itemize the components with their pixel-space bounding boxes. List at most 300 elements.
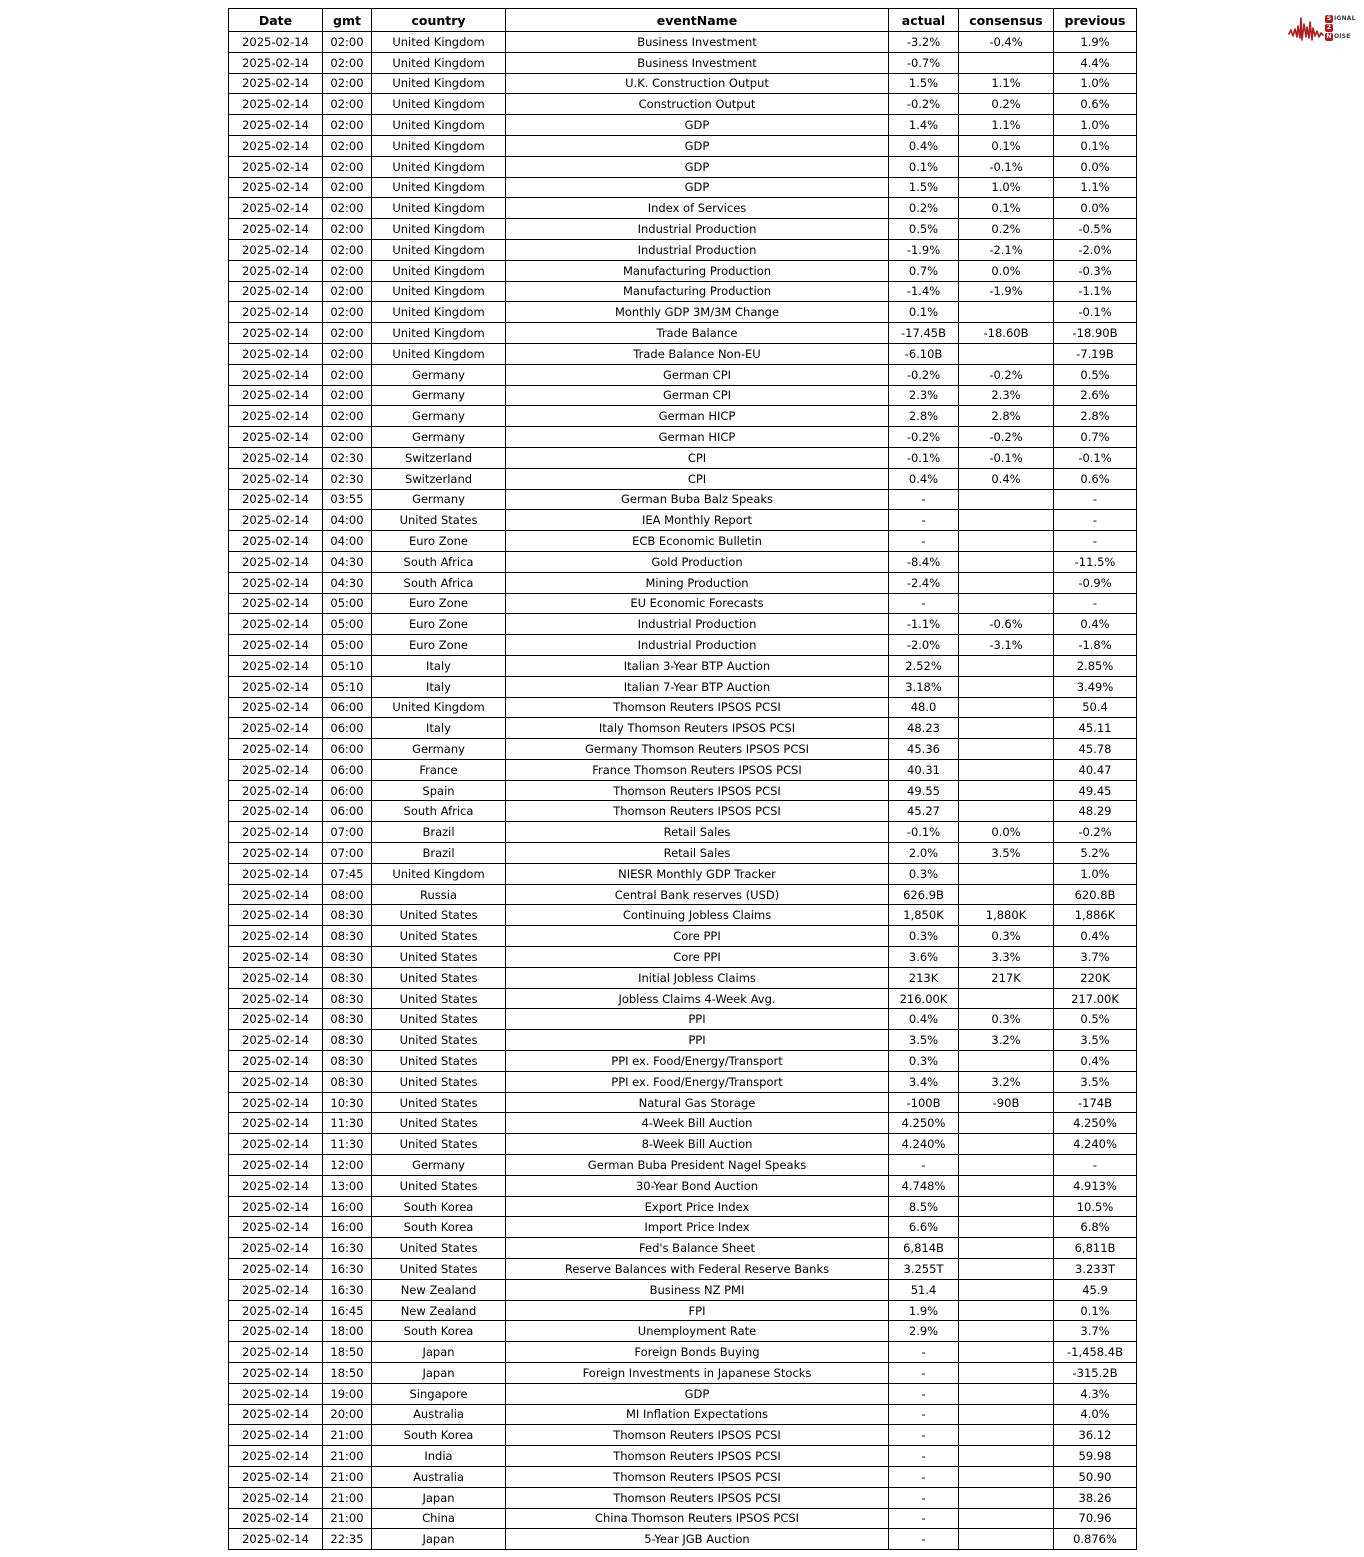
cell-country: Germany bbox=[372, 489, 506, 510]
cell-actual: -2.4% bbox=[889, 572, 959, 593]
cell-country: United Kingdom bbox=[372, 94, 506, 115]
table-row bbox=[229, 988, 1137, 1009]
cell-country: South Korea bbox=[372, 1321, 506, 1342]
cell-event-name: Foreign Bonds Buying bbox=[506, 1342, 889, 1363]
cell-previous: 0.6% bbox=[1054, 94, 1137, 115]
cell-country: Euro Zone bbox=[372, 531, 506, 552]
cell-country: South Africa bbox=[372, 801, 506, 822]
cell-date: 2025-02-14 bbox=[229, 219, 323, 240]
cell-consensus bbox=[959, 676, 1054, 697]
cell-gmt: 08:30 bbox=[323, 1071, 372, 1092]
table-row bbox=[229, 926, 1137, 947]
cell-event-name: Thomson Reuters IPSOS PCSI bbox=[506, 1446, 889, 1467]
table-row bbox=[229, 1196, 1137, 1217]
cell-gmt: 02:00 bbox=[323, 115, 372, 136]
cell-event-name: Industrial Production bbox=[506, 614, 889, 635]
cell-country: United States bbox=[372, 1092, 506, 1113]
cell-gmt: 16:45 bbox=[323, 1300, 372, 1321]
cell-gmt: 02:00 bbox=[323, 156, 372, 177]
table-row bbox=[229, 1508, 1137, 1529]
cell-country: New Zealand bbox=[372, 1279, 506, 1300]
cell-event-name: Trade Balance bbox=[506, 323, 889, 344]
cell-country: Italy bbox=[372, 718, 506, 739]
cell-date: 2025-02-14 bbox=[229, 1487, 323, 1508]
cell-date: 2025-02-14 bbox=[229, 947, 323, 968]
cell-gmt: 08:30 bbox=[323, 988, 372, 1009]
cell-event-name: German HICP bbox=[506, 406, 889, 427]
cell-event-name: Italian 7-Year BTP Auction bbox=[506, 676, 889, 697]
table-row bbox=[229, 967, 1137, 988]
cell-consensus: 0.3% bbox=[959, 1009, 1054, 1030]
table-row bbox=[229, 655, 1137, 676]
cell-event-name: Business NZ PMI bbox=[506, 1279, 889, 1300]
cell-previous: - bbox=[1054, 1155, 1137, 1176]
cell-date: 2025-02-14 bbox=[229, 364, 323, 385]
cell-gmt: 12:00 bbox=[323, 1155, 372, 1176]
cell-gmt: 02:00 bbox=[323, 302, 372, 323]
cell-actual: 1.4% bbox=[889, 115, 959, 136]
cell-country: United States bbox=[372, 905, 506, 926]
cell-consensus bbox=[959, 697, 1054, 718]
cell-country: Euro Zone bbox=[372, 593, 506, 614]
cell-event-name: Industrial Production bbox=[506, 635, 889, 656]
cell-previous: 1.0% bbox=[1054, 73, 1137, 94]
cell-country: United Kingdom bbox=[372, 115, 506, 136]
cell-country: Germany bbox=[372, 427, 506, 448]
table-row bbox=[229, 593, 1137, 614]
cell-actual: 0.2% bbox=[889, 198, 959, 219]
table-row bbox=[229, 52, 1137, 73]
cell-previous: -0.1% bbox=[1054, 447, 1137, 468]
cell-consensus: 2.8% bbox=[959, 406, 1054, 427]
cell-date: 2025-02-14 bbox=[229, 115, 323, 136]
cell-consensus: -0.2% bbox=[959, 427, 1054, 448]
table-row bbox=[229, 115, 1137, 136]
cell-gmt: 08:30 bbox=[323, 926, 372, 947]
cell-previous: -174B bbox=[1054, 1092, 1137, 1113]
cell-gmt: 16:30 bbox=[323, 1279, 372, 1300]
cell-gmt: 02:00 bbox=[323, 406, 372, 427]
cell-country: Australia bbox=[372, 1466, 506, 1487]
cell-actual: 626.9B bbox=[889, 884, 959, 905]
cell-actual: - bbox=[889, 1466, 959, 1487]
cell-country: United States bbox=[372, 1009, 506, 1030]
cell-date: 2025-02-14 bbox=[229, 260, 323, 281]
cell-consensus bbox=[959, 1217, 1054, 1238]
cell-country: South Africa bbox=[372, 572, 506, 593]
cell-consensus bbox=[959, 655, 1054, 676]
cell-country: Germany bbox=[372, 1155, 506, 1176]
cell-actual: - bbox=[889, 1508, 959, 1529]
table-row bbox=[229, 406, 1137, 427]
cell-actual: - bbox=[889, 1446, 959, 1467]
cell-date: 2025-02-14 bbox=[229, 32, 323, 53]
cell-actual: 0.5% bbox=[889, 219, 959, 240]
cell-country: South Korea bbox=[372, 1425, 506, 1446]
cell-event-name: German HICP bbox=[506, 427, 889, 448]
cell-date: 2025-02-14 bbox=[229, 510, 323, 531]
cell-previous: -315.2B bbox=[1054, 1363, 1137, 1384]
logo-letter-n: N bbox=[1326, 33, 1332, 40]
cell-event-name: Continuing Jobless Claims bbox=[506, 905, 889, 926]
table-row bbox=[229, 260, 1137, 281]
cell-date: 2025-02-14 bbox=[229, 1113, 323, 1134]
cell-event-name: Retail Sales bbox=[506, 822, 889, 843]
cell-actual: - bbox=[889, 1342, 959, 1363]
cell-country: Japan bbox=[372, 1487, 506, 1508]
cell-date: 2025-02-14 bbox=[229, 655, 323, 676]
cell-date: 2025-02-14 bbox=[229, 1279, 323, 1300]
cell-gmt: 02:00 bbox=[323, 239, 372, 260]
cell-event-name: GDP bbox=[506, 177, 889, 198]
cell-country: Switzerland bbox=[372, 468, 506, 489]
cell-event-name: Core PPI bbox=[506, 926, 889, 947]
cell-country: South Africa bbox=[372, 551, 506, 572]
cell-consensus: 0.1% bbox=[959, 198, 1054, 219]
cell-actual: -1.1% bbox=[889, 614, 959, 635]
cell-consensus: -1.9% bbox=[959, 281, 1054, 302]
cell-date: 2025-02-14 bbox=[229, 863, 323, 884]
cell-date: 2025-02-14 bbox=[229, 1363, 323, 1384]
table-row bbox=[229, 468, 1137, 489]
cell-event-name: ECB Economic Bulletin bbox=[506, 531, 889, 552]
cell-event-name: 8-Week Bill Auction bbox=[506, 1134, 889, 1155]
cell-gmt: 04:00 bbox=[323, 510, 372, 531]
cell-event-name: Central Bank reserves (USD) bbox=[506, 884, 889, 905]
cell-actual: 6.6% bbox=[889, 1217, 959, 1238]
cell-gmt: 02:00 bbox=[323, 94, 372, 115]
cell-country: United Kingdom bbox=[372, 863, 506, 884]
cell-date: 2025-02-14 bbox=[229, 239, 323, 260]
cell-previous: -18.90B bbox=[1054, 323, 1137, 344]
cell-date: 2025-02-14 bbox=[229, 1446, 323, 1467]
cell-consensus bbox=[959, 1404, 1054, 1425]
cell-event-name: NIESR Monthly GDP Tracker bbox=[506, 863, 889, 884]
cell-previous: 2.8% bbox=[1054, 406, 1137, 427]
table-row bbox=[229, 1155, 1137, 1176]
cell-actual: 45.27 bbox=[889, 801, 959, 822]
table-row bbox=[229, 1051, 1137, 1072]
cell-date: 2025-02-14 bbox=[229, 801, 323, 822]
cell-previous: 4.250% bbox=[1054, 1113, 1137, 1134]
cell-consensus: 2.3% bbox=[959, 385, 1054, 406]
logo-letter-2: 2 bbox=[1326, 24, 1332, 31]
cell-actual: 3.18% bbox=[889, 676, 959, 697]
cell-country: United Kingdom bbox=[372, 281, 506, 302]
cell-date: 2025-02-14 bbox=[229, 822, 323, 843]
cell-previous: 45.11 bbox=[1054, 718, 1137, 739]
cell-actual: - bbox=[889, 1425, 959, 1446]
cell-previous: 1.9% bbox=[1054, 32, 1137, 53]
cell-gmt: 16:30 bbox=[323, 1238, 372, 1259]
cell-country: United States bbox=[372, 1175, 506, 1196]
cell-actual: -0.7% bbox=[889, 52, 959, 73]
cell-event-name: German CPI bbox=[506, 385, 889, 406]
cell-date: 2025-02-14 bbox=[229, 1155, 323, 1176]
cell-gmt: 02:00 bbox=[323, 323, 372, 344]
table-row bbox=[229, 1404, 1137, 1425]
table-row bbox=[229, 343, 1137, 364]
cell-gmt: 21:00 bbox=[323, 1425, 372, 1446]
cell-actual: 4.240% bbox=[889, 1134, 959, 1155]
cell-event-name: Italy Thomson Reuters IPSOS PCSI bbox=[506, 718, 889, 739]
cell-gmt: 08:30 bbox=[323, 905, 372, 926]
table-row bbox=[229, 822, 1137, 843]
cell-country: New Zealand bbox=[372, 1300, 506, 1321]
cell-consensus bbox=[959, 489, 1054, 510]
cell-date: 2025-02-14 bbox=[229, 1404, 323, 1425]
cell-consensus bbox=[959, 510, 1054, 531]
cell-consensus: -0.6% bbox=[959, 614, 1054, 635]
cell-event-name: Trade Balance Non-EU bbox=[506, 343, 889, 364]
cell-actual: 1,850K bbox=[889, 905, 959, 926]
cell-consensus: -0.1% bbox=[959, 156, 1054, 177]
cell-gmt: 02:00 bbox=[323, 177, 372, 198]
cell-date: 2025-02-14 bbox=[229, 1529, 323, 1550]
table-row bbox=[229, 32, 1137, 53]
cell-event-name: Import Price Index bbox=[506, 1217, 889, 1238]
signal2noise-logo bbox=[1288, 8, 1360, 48]
cell-previous: 50.90 bbox=[1054, 1466, 1137, 1487]
cell-gmt: 05:10 bbox=[323, 676, 372, 697]
cell-consensus bbox=[959, 1175, 1054, 1196]
column-header-consensus: consensus bbox=[959, 9, 1054, 32]
cell-country: South Korea bbox=[372, 1196, 506, 1217]
cell-gmt: 02:00 bbox=[323, 73, 372, 94]
table-row bbox=[229, 1363, 1137, 1384]
cell-consensus: 1.1% bbox=[959, 73, 1054, 94]
cell-previous: 3.5% bbox=[1054, 1071, 1137, 1092]
cell-previous: 0.5% bbox=[1054, 1009, 1137, 1030]
cell-consensus: 3.2% bbox=[959, 1071, 1054, 1092]
cell-consensus bbox=[959, 302, 1054, 323]
cell-event-name: Index of Services bbox=[506, 198, 889, 219]
cell-previous: 4.0% bbox=[1054, 1404, 1137, 1425]
cell-date: 2025-02-14 bbox=[229, 635, 323, 656]
cell-consensus bbox=[959, 1196, 1054, 1217]
table-row bbox=[229, 1321, 1137, 1342]
cell-event-name: GDP bbox=[506, 135, 889, 156]
table-row bbox=[229, 843, 1137, 864]
cell-gmt: 02:00 bbox=[323, 52, 372, 73]
cell-previous: 38.26 bbox=[1054, 1487, 1137, 1508]
cell-previous: 2.85% bbox=[1054, 655, 1137, 676]
cell-date: 2025-02-14 bbox=[229, 1196, 323, 1217]
cell-actual: 213K bbox=[889, 967, 959, 988]
table-row bbox=[229, 94, 1137, 115]
table-row bbox=[229, 239, 1137, 260]
table-row bbox=[229, 135, 1137, 156]
cell-consensus bbox=[959, 780, 1054, 801]
cell-actual: 216.00K bbox=[889, 988, 959, 1009]
cell-gmt: 16:30 bbox=[323, 1259, 372, 1280]
cell-consensus bbox=[959, 52, 1054, 73]
cell-previous: 0.1% bbox=[1054, 1300, 1137, 1321]
cell-consensus: 3.5% bbox=[959, 843, 1054, 864]
cell-date: 2025-02-14 bbox=[229, 905, 323, 926]
table-row bbox=[229, 219, 1137, 240]
cell-gmt: 02:00 bbox=[323, 219, 372, 240]
cell-actual: -6.10B bbox=[889, 343, 959, 364]
cell-event-name: Industrial Production bbox=[506, 239, 889, 260]
cell-gmt: 20:00 bbox=[323, 1404, 372, 1425]
cell-previous: -0.5% bbox=[1054, 219, 1137, 240]
cell-event-name: China Thomson Reuters IPSOS PCSI bbox=[506, 1508, 889, 1529]
cell-actual: -8.4% bbox=[889, 551, 959, 572]
cell-date: 2025-02-14 bbox=[229, 447, 323, 468]
table-row bbox=[229, 510, 1137, 531]
cell-country: Euro Zone bbox=[372, 635, 506, 656]
cell-previous: 4.913% bbox=[1054, 1175, 1137, 1196]
cell-gmt: 07:45 bbox=[323, 863, 372, 884]
cell-gmt: 07:00 bbox=[323, 822, 372, 843]
column-header-previous: previous bbox=[1054, 9, 1137, 32]
cell-country: United Kingdom bbox=[372, 219, 506, 240]
cell-previous: 10.5% bbox=[1054, 1196, 1137, 1217]
cell-country: Germany bbox=[372, 739, 506, 760]
table-row bbox=[229, 718, 1137, 739]
cell-consensus bbox=[959, 863, 1054, 884]
cell-country: United States bbox=[372, 926, 506, 947]
cell-consensus bbox=[959, 1300, 1054, 1321]
cell-previous: 217.00K bbox=[1054, 988, 1137, 1009]
cell-previous: - bbox=[1054, 489, 1137, 510]
cell-previous: 0.0% bbox=[1054, 156, 1137, 177]
cell-date: 2025-02-14 bbox=[229, 1342, 323, 1363]
cell-event-name: German CPI bbox=[506, 364, 889, 385]
cell-previous: 0.4% bbox=[1054, 1051, 1137, 1072]
column-header-gmt: gmt bbox=[323, 9, 372, 32]
cell-actual: 0.1% bbox=[889, 302, 959, 323]
cell-country: Japan bbox=[372, 1363, 506, 1384]
cell-country: United Kingdom bbox=[372, 198, 506, 219]
table-row bbox=[229, 364, 1137, 385]
cell-previous: 0.1% bbox=[1054, 135, 1137, 156]
table-row bbox=[229, 489, 1137, 510]
cell-gmt: 06:00 bbox=[323, 759, 372, 780]
cell-country: United Kingdom bbox=[372, 32, 506, 53]
cell-date: 2025-02-14 bbox=[229, 614, 323, 635]
cell-consensus bbox=[959, 1342, 1054, 1363]
cell-actual: 48.0 bbox=[889, 697, 959, 718]
cell-date: 2025-02-14 bbox=[229, 343, 323, 364]
cell-actual: - bbox=[889, 1487, 959, 1508]
cell-actual: -1.9% bbox=[889, 239, 959, 260]
economic-calendar-table bbox=[228, 8, 1137, 1550]
cell-country: Germany bbox=[372, 364, 506, 385]
table-row bbox=[229, 73, 1137, 94]
cell-actual: 2.3% bbox=[889, 385, 959, 406]
cell-event-name: Thomson Reuters IPSOS PCSI bbox=[506, 1466, 889, 1487]
cell-previous: 49.45 bbox=[1054, 780, 1137, 801]
cell-actual: -2.0% bbox=[889, 635, 959, 656]
cell-country: Australia bbox=[372, 1404, 506, 1425]
cell-event-name: Thomson Reuters IPSOS PCSI bbox=[506, 780, 889, 801]
logo-line-noise bbox=[1325, 33, 1356, 41]
table-row bbox=[229, 177, 1137, 198]
cell-actual: - bbox=[889, 1529, 959, 1550]
cell-previous: 50.4 bbox=[1054, 697, 1137, 718]
cell-date: 2025-02-14 bbox=[229, 1030, 323, 1051]
cell-gmt: 08:30 bbox=[323, 947, 372, 968]
cell-consensus bbox=[959, 1363, 1054, 1384]
cell-previous: 45.9 bbox=[1054, 1279, 1137, 1300]
table-row bbox=[229, 198, 1137, 219]
cell-date: 2025-02-14 bbox=[229, 52, 323, 73]
cell-previous: 1.0% bbox=[1054, 115, 1137, 136]
cell-consensus: 3.3% bbox=[959, 947, 1054, 968]
cell-event-name: CPI bbox=[506, 447, 889, 468]
cell-event-name: Thomson Reuters IPSOS PCSI bbox=[506, 1425, 889, 1446]
cell-event-name: Manufacturing Production bbox=[506, 260, 889, 281]
table-row bbox=[229, 780, 1137, 801]
cell-consensus bbox=[959, 551, 1054, 572]
cell-event-name: 5-Year JGB Auction bbox=[506, 1529, 889, 1550]
cell-consensus bbox=[959, 343, 1054, 364]
cell-event-name: Gold Production bbox=[506, 551, 889, 572]
cell-actual: 0.1% bbox=[889, 156, 959, 177]
cell-actual: -0.2% bbox=[889, 94, 959, 115]
cell-date: 2025-02-14 bbox=[229, 967, 323, 988]
cell-event-name: Retail Sales bbox=[506, 843, 889, 864]
cell-gmt: 02:00 bbox=[323, 198, 372, 219]
cell-event-name: Thomson Reuters IPSOS PCSI bbox=[506, 801, 889, 822]
cell-date: 2025-02-14 bbox=[229, 988, 323, 1009]
cell-previous: 0.5% bbox=[1054, 364, 1137, 385]
cell-gmt: 02:00 bbox=[323, 343, 372, 364]
cell-gmt: 05:00 bbox=[323, 614, 372, 635]
cell-actual: -17.45B bbox=[889, 323, 959, 344]
cell-consensus: -0.1% bbox=[959, 447, 1054, 468]
cell-event-name: Core PPI bbox=[506, 947, 889, 968]
cell-consensus: 0.2% bbox=[959, 219, 1054, 240]
cell-event-name: PPI ex. Food/Energy/Transport bbox=[506, 1071, 889, 1092]
cell-gmt: 11:30 bbox=[323, 1134, 372, 1155]
cell-actual: -0.2% bbox=[889, 364, 959, 385]
cell-gmt: 07:00 bbox=[323, 843, 372, 864]
cell-actual: 0.3% bbox=[889, 1051, 959, 1072]
cell-country: France bbox=[372, 759, 506, 780]
table-row bbox=[229, 1529, 1137, 1550]
table-row bbox=[229, 1425, 1137, 1446]
cell-event-name: EU Economic Forecasts bbox=[506, 593, 889, 614]
cell-event-name: U.K. Construction Output bbox=[506, 73, 889, 94]
cell-consensus bbox=[959, 1508, 1054, 1529]
cell-consensus: -0.2% bbox=[959, 364, 1054, 385]
cell-event-name: FPI bbox=[506, 1300, 889, 1321]
cell-gmt: 03:55 bbox=[323, 489, 372, 510]
cell-previous: -0.9% bbox=[1054, 572, 1137, 593]
cell-actual: - bbox=[889, 593, 959, 614]
cell-country: United Kingdom bbox=[372, 177, 506, 198]
cell-gmt: 08:30 bbox=[323, 967, 372, 988]
cell-event-name: GDP bbox=[506, 156, 889, 177]
table-row bbox=[229, 1342, 1137, 1363]
cell-date: 2025-02-14 bbox=[229, 323, 323, 344]
cell-date: 2025-02-14 bbox=[229, 427, 323, 448]
cell-country: United Kingdom bbox=[372, 52, 506, 73]
logo-line-2 bbox=[1325, 24, 1356, 32]
cell-consensus bbox=[959, 1487, 1054, 1508]
cell-gmt: 06:00 bbox=[323, 780, 372, 801]
cell-gmt: 02:00 bbox=[323, 135, 372, 156]
cell-consensus bbox=[959, 801, 1054, 822]
cell-event-name: GDP bbox=[506, 115, 889, 136]
table-row bbox=[229, 1446, 1137, 1467]
logo-rest-oise: OISE bbox=[1334, 33, 1351, 40]
table-row bbox=[229, 697, 1137, 718]
cell-event-name: IEA Monthly Report bbox=[506, 510, 889, 531]
